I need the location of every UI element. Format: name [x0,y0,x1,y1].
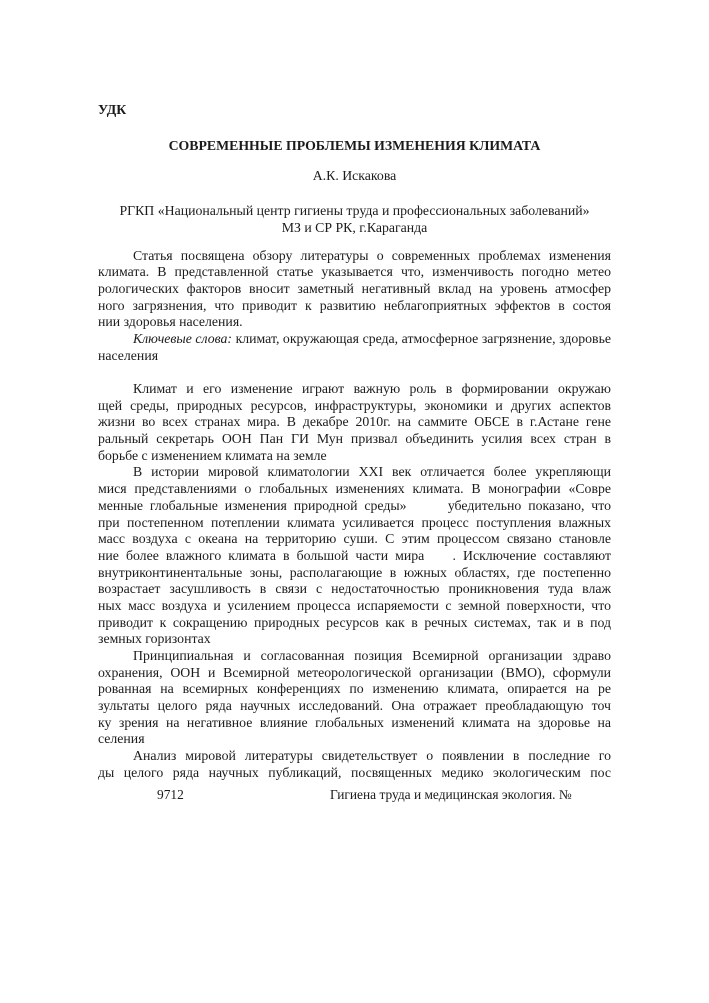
body-paragraph-1 [98,381,611,464]
text-line: менные глобальные изменения природной среды» убедительно показано, что [98,497,611,513]
abstract [98,248,611,331]
text-line: мися представлениями о глобальных изменениях климата. В монографии «Совре [98,481,611,497]
footer-page-number: 9712 [157,787,184,802]
keywords-line: населения [98,347,159,363]
page-footer [0,787,709,804]
keywords-text: климат, окружающая среда, атмосферное загрязнение, здоровье [232,330,611,346]
text-line: при постепенном потеплении климата усиливается процесс поступления влажных [98,514,611,530]
body-paragraph-3 [98,648,611,748]
text-line: нии здоровья населения. [98,314,243,330]
keywords-line [98,331,611,348]
text-line: селения [98,731,145,747]
text-line: земных горизонтах [98,631,211,647]
article-title: СОВРЕМЕННЫЕ ПРОБЛЕМЫ ИЗМЕНЕНИЯ КЛИМАТА [168,137,541,153]
text-line: ного загрязнения, что приводит к развитию неблагоприятных эффектов в состоя [98,297,611,313]
text-line: климата. В представленной статье указывается что, изменчивость погодно метео [98,264,611,280]
text-line: приводит к сокращению природных ресурсов как в речных системах, так и в под [98,614,611,630]
author-name: А.К. Искакова [312,168,397,184]
body-paragraph-2 [98,464,611,648]
text-line: охранения, ООН и Всемирной метеорологической организации (ВМО), сформули [98,664,611,680]
text-line: ральный секретарь ООН Пан ГИ Мун призвал объединить усилия всех стран в [98,431,611,447]
text-line: Климат и его изменение играют важную роль в формировании окружаю [133,381,611,397]
text-line: щей среды, природных ресурсов, инфраструктуры, экономики и других аспектов [98,397,611,413]
keywords-label: Ключевые слова: [133,330,233,346]
affiliation [98,203,611,236]
text-line: ды целого ряда научных публикаций, посвященных медико экологическим пос [98,764,611,780]
body-paragraph-4 [98,748,611,781]
text-line: масс воздуха с океана на территорию суши. С этим процессом связано становле [98,531,611,547]
text-line: Принципиальная и согласованная позиция Всемирной организации здраво [133,648,611,664]
affiliation-line: МЗ и СР РК, г.Караганда [281,219,428,235]
text-line: жизни во всех странах мира. В декабре 2010г. на саммите ОБСЕ в г.Астане гене [98,414,611,430]
keywords [98,331,611,364]
text-line: ние более влажного климата в большой части мира . Исключение составляют [98,547,611,563]
text-line: возрастает засушливость в связи с недостаточностью проникновения туда влаж [98,581,611,597]
text-line: рологических факторов вносит заметный негативный вклад на уровень атмосфер [98,280,611,296]
udc-label: УДК [98,102,127,117]
page-content [98,102,611,782]
text-line: борьбе с изменением климата на земле [98,447,327,463]
text-line: зультаты целого ряда научных исследований. Она отражает преобладающую точ [98,698,611,714]
text-line: ных масс воздуха и усилением процесса испаряемости с земной поверхности, что [98,597,611,613]
text-line: Статья посвящена обзору литературы о современных проблемах изменения [133,247,611,263]
text-line: внутриконтинентальные зоны, располагающие в южных областях, где постепенно [98,564,611,580]
text-line: рованная на всемирных конференциях по изменению климата, опирается на ре [98,681,611,697]
footer-journal-title: Гигиена труда и медицинская экология. № [330,787,572,802]
text-line: В истории мировой климатологии XXI век отличается более укрепляющи [133,464,611,480]
text-line: ку зрения на негативное влияние глобальных изменений климата на здоровье на [98,714,611,730]
text-line: Анализ мировой литературы свидетельствует о появлении в последние го [133,748,611,764]
affiliation-line: РГКП «Национальный центр гигиены труда и профессиональных заболеваний» [119,203,590,219]
